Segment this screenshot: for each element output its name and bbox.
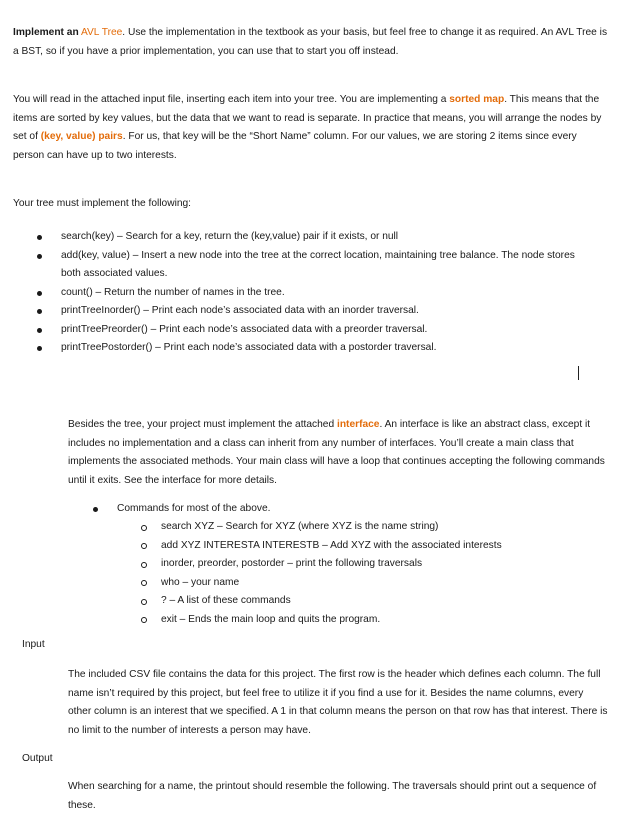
sorted-map-link[interactable]: sorted map <box>449 94 505 105</box>
interface-link[interactable]: interface <box>337 419 380 430</box>
command-help: ? – A list of these commands <box>161 595 291 606</box>
circle-bullet-icon <box>141 543 147 549</box>
list-item <box>93 500 603 519</box>
input-paragraph: The included CSV file contains the data for this project. The first row is the header which defines each column. The full name isn’t required by this project, but feel free to utilize it if you find a use for it. Besides the name columns, every other column is an interest that we specified. A 1 in that column means the person on that row has that interest. There is no limit to the number of interests a person may have. <box>68 669 608 736</box>
intro-lead: Implement an <box>13 27 79 38</box>
method-add: add(key, value) – Insert a new node into the tree at the correct location, maintaining tree balance. The node stores both associated values. <box>61 249 575 279</box>
sorted-map-paragraph <box>13 91 609 165</box>
bullet-icon <box>37 291 42 296</box>
sorted-map-text-2: . This means that the items are sorted by key values, but the data that we want to read is separate. In practice that means, you will arrange the nodes by set of <box>13 94 602 142</box>
text-cursor <box>578 366 579 380</box>
list-item <box>37 339 587 358</box>
list-item <box>141 537 601 556</box>
commands-sublist <box>141 518 601 629</box>
intro-rest: . Use the implementation in the textbook as your basis, but feel free to change it as required. An AVL Tree is a BST, so if you have a prior implementation, you can use that to start you off instead. <box>13 27 608 57</box>
list-item <box>141 518 601 537</box>
command-search: search XYZ – Search for XYZ (where XYZ is the name string) <box>161 521 439 532</box>
list-item <box>141 592 601 611</box>
list-item <box>37 228 587 247</box>
circle-bullet-icon <box>141 617 147 623</box>
bullet-icon <box>37 309 42 314</box>
bullet-icon <box>37 328 42 333</box>
circle-bullet-icon <box>141 562 147 568</box>
intro-paragraph <box>13 24 609 61</box>
list-item <box>37 302 587 321</box>
bullet-icon <box>93 507 98 512</box>
method-preorder: printTreePreorder() – Print each node’s associated data with a preorder traversal. <box>61 323 428 335</box>
interface-text-2: . An interface is like an abstract class, except it includes no implementation and a class can inherit from any number of interfaces. You’ll create a main class that implements the associated methods. Your main class will have a loop that continues accepting the following commands until it exits. See the interface for more details. <box>68 419 605 486</box>
method-search: search(key) – Search for a key, return the (key,value) pair if it exists, or null <box>61 231 399 242</box>
sorted-map-text-3: . For us, that key will be the “Short Name” column. For our values, we are storing 2 items since every person can have up to two interests. <box>13 131 577 161</box>
key-value-pairs-text: (key, value) pairs <box>40 131 123 142</box>
output-paragraph: When searching for a name, the printout should resemble the following. The traversals should print out a sequence of these. <box>68 781 597 811</box>
list-item <box>37 321 587 340</box>
commands-list <box>93 500 603 519</box>
avl-tree-link[interactable]: AVL Tree <box>80 27 123 38</box>
tree-methods-list <box>37 228 587 358</box>
input-heading: Input <box>22 639 45 650</box>
output-heading: Output <box>22 753 53 764</box>
interface-paragraph <box>68 416 608 490</box>
command-traversals: inorder, preorder, postorder – print the following traversals <box>161 558 423 569</box>
command-exit: exit – Ends the main loop and quits the program. <box>161 613 381 625</box>
bullet-icon <box>37 235 42 240</box>
commands-label: Commands for most of the above. <box>117 503 271 514</box>
command-add: add XYZ INTERESTA INTERESTB – Add XYZ with the associated interests <box>161 539 502 551</box>
bullet-icon <box>37 346 42 351</box>
method-count: count() – Return the number of names in the tree. <box>61 286 285 298</box>
list-item <box>141 555 601 574</box>
command-who: who – your name <box>161 576 240 588</box>
list-item <box>141 611 601 630</box>
method-inorder: printTreeInorder() – Print each node’s associated data with an inorder traversal. <box>61 305 419 316</box>
circle-bullet-icon <box>141 599 147 605</box>
bullet-icon <box>37 254 42 259</box>
sorted-map-text-1: You will read in the attached input file, inserting each item into your tree. You are implementing a <box>13 94 447 105</box>
tree-intro: Your tree must implement the following: <box>13 198 191 209</box>
list-item <box>141 574 601 593</box>
list-item <box>37 247 587 284</box>
interface-text-1: Besides the tree, your project must implement the attached <box>68 419 335 430</box>
method-postorder: printTreePostorder() – Print each node’s associated data with a postorder traversal. <box>61 342 437 353</box>
circle-bullet-icon <box>141 525 147 531</box>
circle-bullet-icon <box>141 580 147 586</box>
list-item <box>37 284 587 303</box>
